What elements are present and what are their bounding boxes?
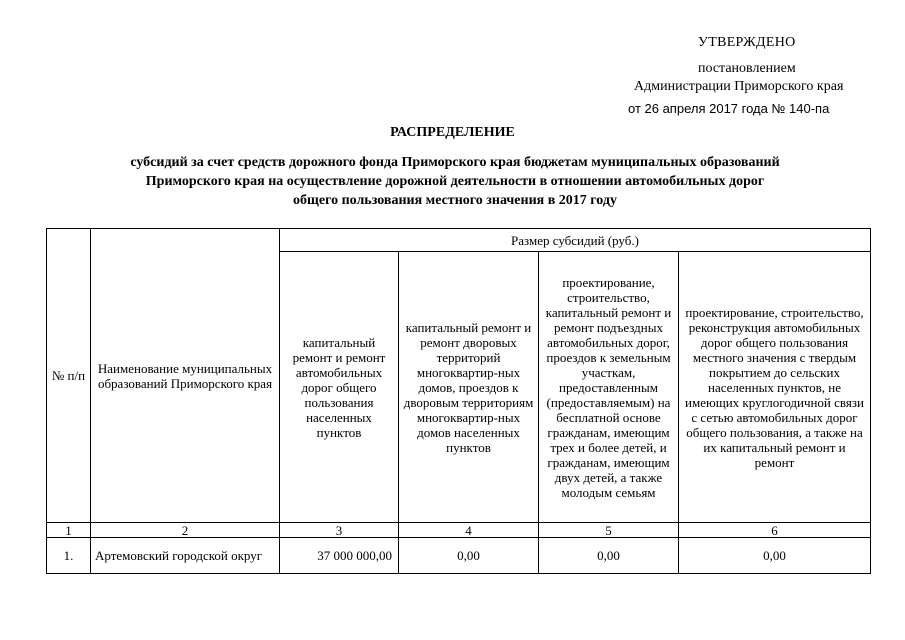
row-col6-value: 0,00 <box>679 538 871 574</box>
row-number: 1. <box>47 538 91 574</box>
row-municipality: Артемовский городской округ <box>91 538 280 574</box>
approval-title: УТВЕРЖДЕНО <box>698 35 796 50</box>
column-number: 5 <box>539 523 679 538</box>
approval-line-authority: Администрации Приморского края <box>634 79 844 94</box>
subsidy-table <box>46 228 871 574</box>
header-col6: проектирование, строительство, реконструкция автомобильных дорог общего пользования местного значения с твердым покрытием до сельских населенных пунктов, не имеющих круглогодичной связи с сетью автомобильных дорог общего пользования, а также на их капитальный ремонт и ремонт <box>679 252 871 523</box>
column-number: 3 <box>280 523 399 538</box>
approval-line-date: от 26 апреля 2017 года № 140-па <box>628 101 830 116</box>
table-row <box>47 538 871 574</box>
header-col3: капитальный ремонт и ремонт автомобильных дорог общего пользования населенных пунктов <box>280 252 399 523</box>
column-number-row <box>47 523 871 538</box>
column-number: 4 <box>399 523 539 538</box>
header-col5: проектирование, строительство, капитальный ремонт и ремонт подъездных автомобильных дорог, проездов к земельным участкам, предоставленным (предоставляемым) на бесплатной основе гражданам, имеющим трех и более детей, и гражданам, имеющим двух детей, а также молодым семьям <box>539 252 679 523</box>
header-number: № п/п <box>47 229 91 523</box>
document-subtitle: субсидий за счет средств дорожного фонда Приморского края бюджетам муниципальных образований Приморского края на осуществление дорожной деятельности в отношении автомобильных дорог общего пользования местного значения в 2017 году <box>130 155 780 208</box>
document-title: РАСПРЕДЕЛЕНИЕ <box>390 125 515 140</box>
row-col3-value: 37 000 000,00 <box>280 538 399 574</box>
approval-line-resolution: постановлением <box>698 61 796 76</box>
row-col5-value: 0,00 <box>539 538 679 574</box>
column-number: 2 <box>91 523 280 538</box>
header-municipality: Наименование муниципальных образований Приморского края <box>91 229 280 523</box>
header-col4: капитальный ремонт и ремонт дворовых территорий многоквартир-ных домов, проездов к дворовым территориям многоквартир-ных домов населенных пунктов <box>399 252 539 523</box>
header-subsidy-group: Размер субсидий (руб.) <box>280 229 871 252</box>
column-number: 1 <box>47 523 91 538</box>
row-col4-value: 0,00 <box>399 538 539 574</box>
column-number: 6 <box>679 523 871 538</box>
